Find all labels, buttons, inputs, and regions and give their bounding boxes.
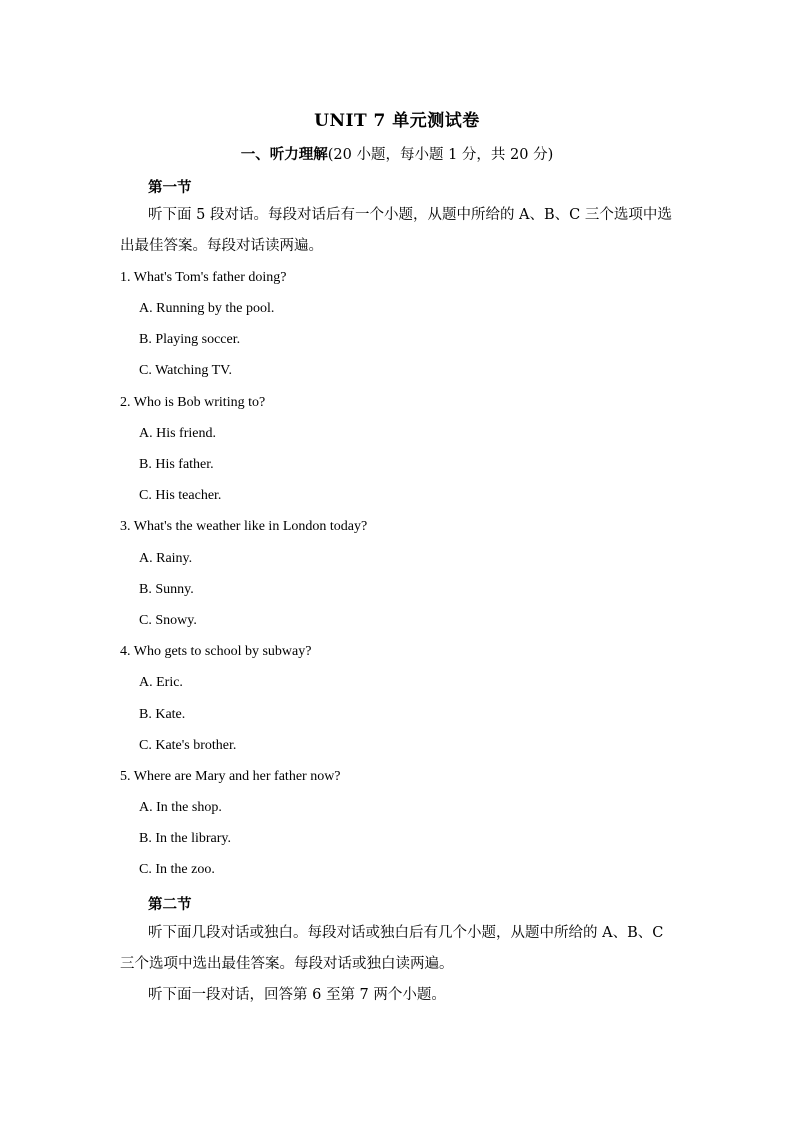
page-title: UNIT 7 单元测试卷	[314, 111, 480, 131]
question-5-option-c: C. In the zoo.	[139, 862, 215, 877]
part2-label: 第二节	[148, 896, 192, 913]
question-3-option-a: A. Rainy.	[139, 551, 193, 566]
question-4-option-a: A. Eric.	[139, 675, 183, 690]
question-2: 2. Who is Bob writing to?	[120, 395, 266, 410]
question-2-option-c: C. His teacher.	[139, 488, 222, 503]
question-4-option-b: B. Kate.	[139, 707, 186, 722]
section-heading	[0, 143, 794, 164]
part2-sub-instruction: 听下面一段对话，回答第 6 至第 7 两个小题。	[148, 987, 446, 1003]
part2-instruction: 听下面几段对话或独白。每段对话或独白后有几个小题，从题中所给的 A、B、C 三个选项中选出最佳答案。每段对话或独白读两遍。	[120, 925, 664, 972]
section-heading-score: (20 小题，每小题 1 分，共 20 分)	[327, 147, 554, 163]
question-1: 1. What's Tom's father doing?	[120, 270, 287, 285]
part1-instruction: 听下面 5 段对话。每段对话后有一个小题，从题中所给的 A、B、C 三个选项中选出最佳答案。每段对话读两遍。	[120, 207, 672, 254]
question-2-option-b: B. His father.	[139, 457, 214, 472]
question-4-option-c: C. Kate's brother.	[139, 738, 237, 753]
question-5-option-a: A. In the shop.	[139, 800, 222, 815]
question-4: 4. Who gets to school by subway?	[120, 644, 312, 659]
question-3-option-c: C. Snowy.	[139, 613, 197, 628]
question-1-option-c: C. Watching TV.	[139, 363, 232, 378]
question-2-option-a: A. His friend.	[139, 426, 216, 441]
question-5-option-b: B. In the library.	[139, 831, 232, 846]
question-3: 3. What's the weather like in London today?	[120, 519, 368, 534]
section-heading-label: 一、听力理解	[240, 146, 328, 163]
question-1-option-a: A. Running by the pool.	[139, 301, 275, 316]
question-1-option-b: B. Playing soccer.	[139, 332, 241, 347]
question-5: 5. Where are Mary and her father now?	[120, 769, 341, 784]
part1-label: 第一节	[148, 179, 192, 196]
question-3-option-b: B. Sunny.	[139, 582, 194, 597]
